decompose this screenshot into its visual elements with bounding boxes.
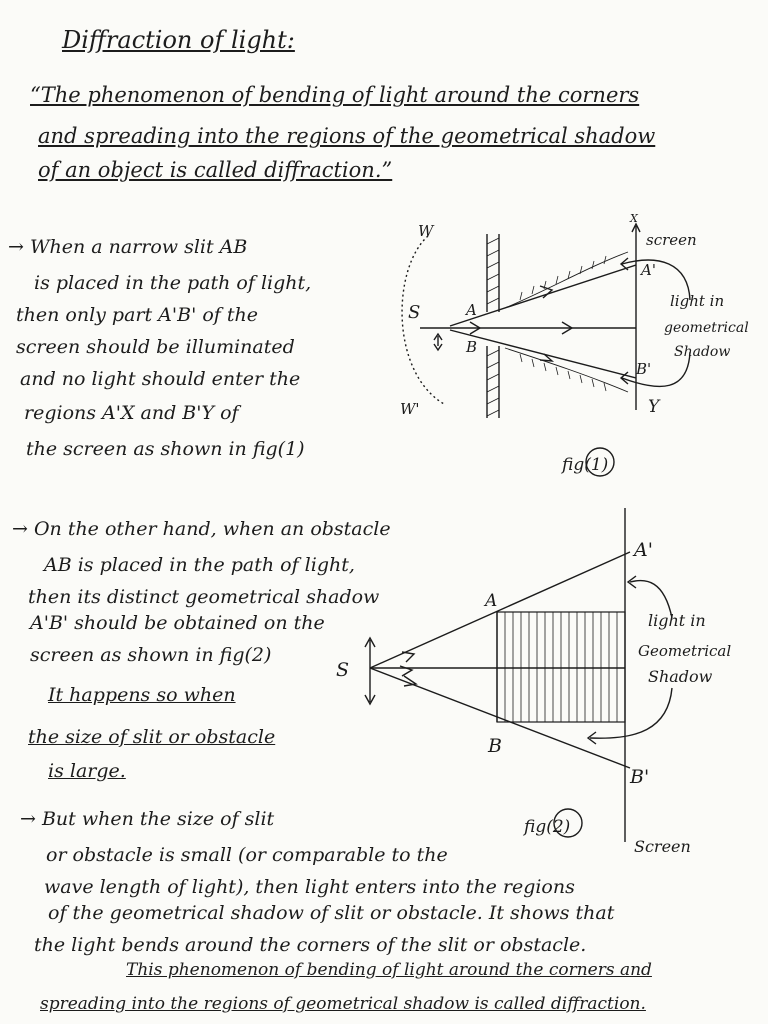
section1-line-5: and no light should enter the (20, 368, 301, 390)
section1-line-3: then only part A'B' of the (16, 304, 258, 326)
section2-line-1: → On the other hand, when an obstacle (12, 518, 391, 540)
section3-line-4: of the geometrical shadow of slit or obstacle. It shows that (48, 902, 615, 924)
fig1-label-y: Y (648, 397, 660, 417)
section3-line-3: wave length of light), then light enters into the regions (44, 876, 575, 898)
fig1-shadow-label-3: Shadow (674, 344, 731, 360)
section2-line-7: the size of slit or obstacle (28, 726, 276, 748)
section1-line-6: regions A'X and B'Y of (24, 402, 239, 424)
section2-line-3: then its distinct geometrical shadow (28, 586, 380, 608)
section2-line-2: AB is placed in the path of light, (44, 554, 355, 576)
fig1-label-a1: A' (641, 261, 656, 279)
section1-line-7: the screen as shown in fig(1) (26, 438, 305, 460)
fig1-label-a: A (466, 301, 477, 319)
section3-line-2: or obstacle is small (or comparable to the (46, 844, 448, 866)
fig2-shadow-label-3: Shadow (648, 667, 713, 686)
fig2-label-a: A (485, 591, 498, 611)
section2-line-4: A'B' should be obtained on the (30, 612, 325, 634)
fig1-label-w: W (418, 222, 434, 240)
section1-line-4: screen should be illuminated (16, 336, 295, 358)
section3-line-6: This phenomenon of bending of light around the corners and (126, 960, 652, 980)
section1-line-2: is placed in the path of light, (34, 272, 312, 294)
fig1-label-s: S (408, 302, 421, 323)
fig2-label-b1: B' (630, 766, 650, 788)
section2-line-6: It happens so when (48, 684, 236, 706)
section2-line-8: is large. (48, 760, 126, 782)
section3-line-7: spreading into the regions of geometrical shadow is called diffraction. (40, 994, 646, 1014)
fig2-label-a1: A' (634, 539, 653, 561)
fig1-label-w2: W' (400, 400, 420, 418)
definition-line-3: of an object is called diffraction.” (38, 158, 393, 182)
fig2-shadow-label-1: light in (648, 611, 706, 630)
fig1-label-x: X (630, 212, 638, 225)
fig1-shadow-label-1: light in (670, 292, 725, 310)
fig1-label-b: B (466, 338, 478, 356)
fig1-caption: fig(1) (562, 455, 609, 475)
section1-line-1: → When a narrow slit AB (8, 236, 248, 258)
fig1-shadow-label-2: geometrical (664, 320, 749, 336)
definition-line-2: and spreading into the regions of the geometrical shadow (38, 124, 656, 148)
section3-line-5: the light bends around the corners of the slit or obstacle. (34, 934, 587, 956)
definition-line-1: “The phenomenon of bending of light around the corners (30, 83, 640, 107)
section3-line-1: → But when the size of slit (20, 808, 275, 830)
fig2-screen-label: Screen (634, 837, 691, 856)
fig2-caption: fig(2) (524, 817, 571, 837)
fig2-shadow-label-2: Geometrical (638, 642, 732, 660)
fig2-label-b: B (488, 735, 502, 757)
page-title: Diffraction of light: (62, 26, 295, 54)
fig1-label-b1: B' (636, 360, 652, 378)
section2-line-5: screen as shown in fig(2) (30, 644, 272, 666)
fig2-label-s: S (336, 659, 350, 681)
fig1-screen-label: screen (646, 231, 697, 249)
